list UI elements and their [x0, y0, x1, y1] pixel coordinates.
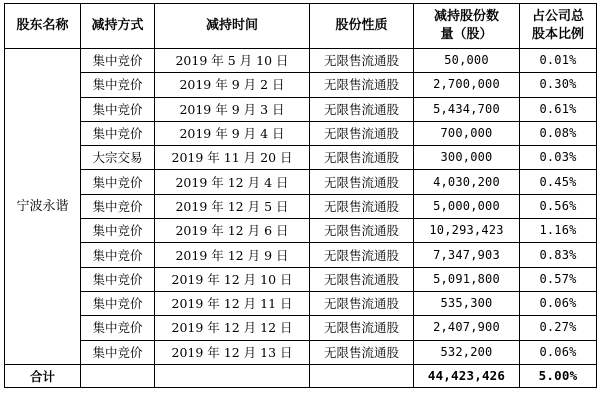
time-cell: 2019 年 11 月 20 日 — [155, 146, 310, 170]
header-pct-line2: 股本比例 — [531, 27, 584, 42]
shares-cell: 10,293,423 — [414, 219, 520, 243]
time-cell: 2019 年 12 月 9 日 — [155, 243, 310, 267]
type-cell: 无限售流通股 — [310, 121, 414, 145]
total-empty-type — [310, 364, 414, 387]
time-cell: 2019 年 12 月 4 日 — [155, 170, 310, 194]
time-cell: 2019 年 9 月 4 日 — [155, 121, 310, 145]
method-cell: 集中竞价 — [81, 73, 155, 97]
table-row — [5, 219, 597, 243]
table-row — [5, 243, 597, 267]
type-cell: 无限售流通股 — [310, 97, 414, 121]
header-pct-line1: 占公司总 — [531, 9, 584, 24]
method-cell: 集中竞价 — [81, 267, 155, 291]
time-cell: 2019 年 9 月 3 日 — [155, 97, 310, 121]
pct-cell: 0.30% — [520, 73, 597, 97]
holder-name-cell: 宁波永谐 — [5, 49, 81, 365]
type-cell: 无限售流通股 — [310, 243, 414, 267]
table-header-row — [5, 4, 597, 49]
total-empty-time — [155, 364, 310, 387]
pct-cell: 0.03% — [520, 146, 597, 170]
time-cell: 2019 年 12 月 13 日 — [155, 340, 310, 364]
header-time: 减持时间 — [155, 4, 310, 49]
shares-cell: 532,200 — [414, 340, 520, 364]
total-empty-method — [81, 364, 155, 387]
time-cell: 2019 年 12 月 10 日 — [155, 267, 310, 291]
table-row — [5, 340, 597, 364]
shares-cell: 5,000,000 — [414, 194, 520, 218]
method-cell: 集中竞价 — [81, 316, 155, 340]
shares-cell: 4,030,200 — [414, 170, 520, 194]
table-row — [5, 194, 597, 218]
pct-cell: 0.27% — [520, 316, 597, 340]
table-row — [5, 291, 597, 315]
method-cell: 集中竞价 — [81, 219, 155, 243]
time-cell: 2019 年 5 月 10 日 — [155, 49, 310, 73]
method-cell: 集中竞价 — [81, 291, 155, 315]
table-row — [5, 267, 597, 291]
shares-cell: 2,700,000 — [414, 73, 520, 97]
reduction-table-container — [4, 3, 596, 388]
time-cell: 2019 年 12 月 5 日 — [155, 194, 310, 218]
pct-cell: 0.45% — [520, 170, 597, 194]
table-row — [5, 97, 597, 121]
type-cell: 无限售流通股 — [310, 49, 414, 73]
table-row — [5, 146, 597, 170]
pct-cell: 0.83% — [520, 243, 597, 267]
pct-cell: 0.56% — [520, 194, 597, 218]
header-method: 减持方式 — [81, 4, 155, 49]
total-label: 合计 — [5, 364, 81, 387]
pct-cell: 0.01% — [520, 49, 597, 73]
table-row — [5, 316, 597, 340]
total-row — [5, 364, 597, 387]
shares-cell: 700,000 — [414, 121, 520, 145]
shares-cell: 50,000 — [414, 49, 520, 73]
pct-cell: 0.08% — [520, 121, 597, 145]
header-pct — [520, 4, 597, 49]
total-pct: 5.00% — [520, 364, 597, 387]
type-cell: 无限售流通股 — [310, 170, 414, 194]
method-cell: 集中竞价 — [81, 49, 155, 73]
time-cell: 2019 年 12 月 11 日 — [155, 291, 310, 315]
shares-cell: 535,300 — [414, 291, 520, 315]
type-cell: 无限售流通股 — [310, 316, 414, 340]
shares-cell: 5,434,700 — [414, 97, 520, 121]
pct-cell: 0.06% — [520, 291, 597, 315]
header-shares — [414, 4, 520, 49]
shares-cell: 5,091,800 — [414, 267, 520, 291]
method-cell: 集中竞价 — [81, 243, 155, 267]
total-shares: 44,423,426 — [414, 364, 520, 387]
shares-cell: 2,407,900 — [414, 316, 520, 340]
type-cell: 无限售流通股 — [310, 73, 414, 97]
pct-cell: 0.06% — [520, 340, 597, 364]
shares-cell: 7,347,903 — [414, 243, 520, 267]
time-cell: 2019 年 12 月 12 日 — [155, 316, 310, 340]
share-reduction-table — [4, 3, 597, 388]
table-row — [5, 121, 597, 145]
method-cell: 集中竞价 — [81, 194, 155, 218]
method-cell: 集中竞价 — [81, 340, 155, 364]
table-row — [5, 170, 597, 194]
method-cell: 大宗交易 — [81, 146, 155, 170]
pct-cell: 0.61% — [520, 97, 597, 121]
pct-cell: 0.57% — [520, 267, 597, 291]
time-cell: 2019 年 9 月 2 日 — [155, 73, 310, 97]
pct-cell: 1.16% — [520, 219, 597, 243]
header-shares-line2: 量（股） — [440, 27, 493, 42]
header-share-type: 股份性质 — [310, 4, 414, 49]
method-cell: 集中竞价 — [81, 170, 155, 194]
method-cell: 集中竞价 — [81, 97, 155, 121]
header-shares-line1: 减持股份数 — [433, 9, 499, 24]
header-holder: 股东名称 — [5, 4, 81, 49]
type-cell: 无限售流通股 — [310, 340, 414, 364]
type-cell: 无限售流通股 — [310, 267, 414, 291]
type-cell: 无限售流通股 — [310, 291, 414, 315]
table-row — [5, 49, 597, 73]
type-cell: 无限售流通股 — [310, 194, 414, 218]
shares-cell: 300,000 — [414, 146, 520, 170]
type-cell: 无限售流通股 — [310, 146, 414, 170]
type-cell: 无限售流通股 — [310, 219, 414, 243]
table-row — [5, 73, 597, 97]
method-cell: 集中竞价 — [81, 121, 155, 145]
time-cell: 2019 年 12 月 6 日 — [155, 219, 310, 243]
